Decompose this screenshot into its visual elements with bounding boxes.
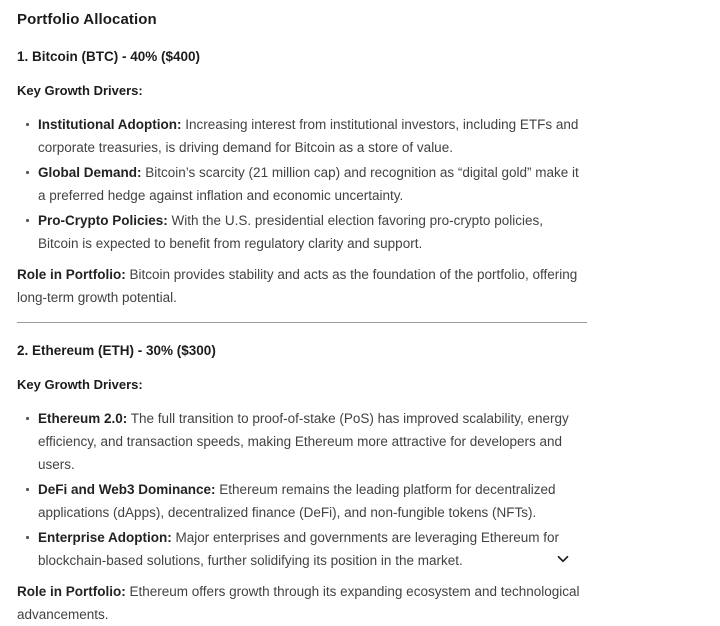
- ethereum-subheading: Key Growth Drivers:: [17, 377, 143, 392]
- bullet-text: Bitcoin’s scarcity (21 million cap) and recognition as “digital gold” make it a preferred hedge against inflation and economic uncertainty.: [38, 165, 579, 203]
- list-item: [17, 209, 587, 255]
- section-ethereum: [17, 343, 587, 626]
- ethereum-heading: 2. Ethereum (ETH) - 30% ($300): [17, 343, 216, 358]
- ethereum-role-paragraph: [17, 580, 587, 626]
- scroll-down-button[interactable]: [549, 545, 577, 573]
- role-text: Bitcoin provides stability and acts as the foundation of the portfolio, offering long-term growth potential.: [17, 267, 578, 305]
- bullet-label: DeFi and Web3 Dominance:: [38, 482, 216, 497]
- role-label: Role in Portfolio:: [17, 267, 126, 282]
- bullet-text: Major enterprises and governments are leveraging Ethereum for blockchain-based solutions, further solidifying its position in the market.: [38, 530, 559, 568]
- list-item: [17, 161, 587, 207]
- bullet-label: Ethereum 2.0:: [38, 411, 128, 426]
- bullet-text: Increasing interest from institutional investors, including ETFs and corporate treasuries, is driving demand for Bitcoin as a store of value.: [38, 117, 579, 155]
- list-item: [17, 113, 587, 159]
- role-label: Role in Portfolio:: [17, 584, 126, 599]
- bitcoin-role-paragraph: [17, 263, 587, 309]
- bullet-label: Enterprise Adoption:: [38, 530, 172, 545]
- section-bitcoin: [17, 49, 587, 309]
- bullet-text: Ethereum remains the leading platform for decentralized applications (dApps), decentralized finance (DeFi), and non-fungible tokens (NFTs).: [38, 482, 556, 520]
- bullet-text: The full transition to proof-of-stake (PoS) has improved scalability, energy efficiency, and transaction speeds, making Ethereum more attractive for developers and users.: [38, 411, 569, 472]
- list-item: [17, 407, 587, 476]
- ethereum-growth-drivers-list: [17, 407, 587, 572]
- bullet-label: Global Demand:: [38, 165, 142, 180]
- role-text: Ethereum offers growth through its expanding ecosystem and technological advancements.: [17, 584, 580, 622]
- bullet-label: Pro-Crypto Policies:: [38, 213, 168, 228]
- section-divider: [17, 322, 587, 323]
- page-title: Portfolio Allocation: [17, 11, 157, 28]
- list-item: [17, 478, 587, 524]
- bullet-text: With the U.S. presidential election favoring pro-crypto policies, Bitcoin is expected to benefit from regulatory clarity and support.: [38, 213, 543, 251]
- bitcoin-subheading: Key Growth Drivers:: [17, 83, 143, 98]
- chevron-down-icon: [555, 551, 571, 567]
- bullet-label: Institutional Adoption:: [38, 117, 182, 132]
- bitcoin-heading: 1. Bitcoin (BTC) - 40% ($400): [17, 49, 201, 64]
- list-item: [17, 526, 587, 572]
- bitcoin-growth-drivers-list: [17, 113, 587, 255]
